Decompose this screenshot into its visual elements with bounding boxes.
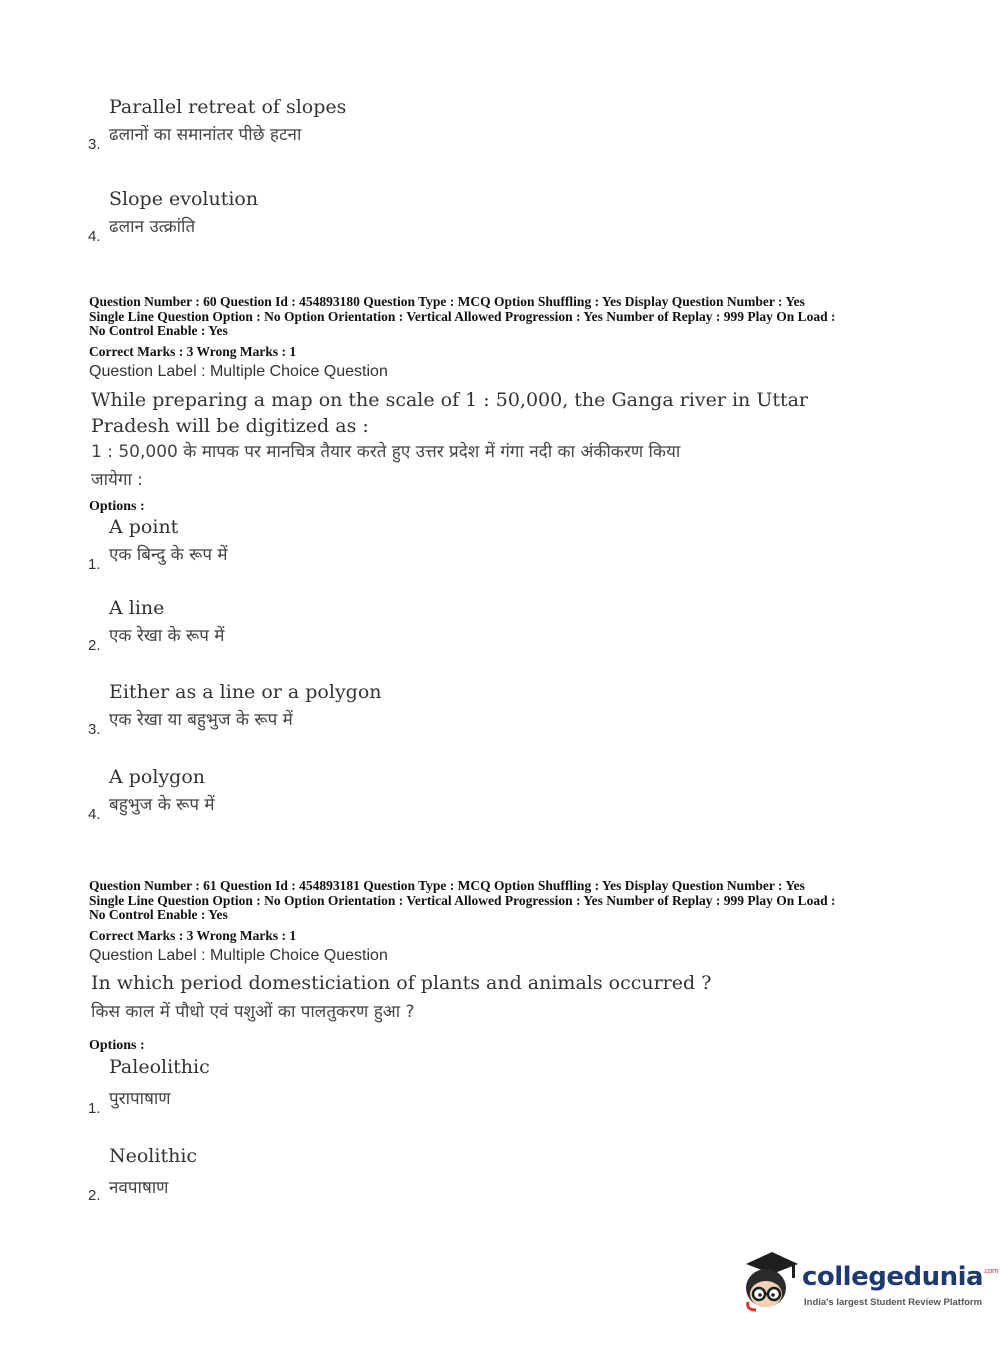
option-text-hi: नवपाषाण: [109, 1178, 169, 1198]
option-text-hi: बहुभुज के रूप में: [109, 795, 215, 815]
option-text-en: Parallel retreat of slopes: [109, 96, 347, 118]
question-text-line: 1 : 50,000 के मापक पर मानचित्र तैयार करते हुए उत्तर प्रदेश में गंगा नदी का अंकीकरण किया: [91, 442, 681, 462]
option-number: 1.: [88, 556, 101, 573]
option-text-en: A line: [109, 597, 165, 619]
question-61-meta: [89, 879, 919, 923]
collegedunia-logo: [742, 1250, 999, 1320]
student-mascot-icon: [742, 1250, 800, 1312]
question-60-label: Question Label : Multiple Choice Question: [89, 363, 388, 380]
option-number: 4.: [88, 806, 101, 823]
meta-line: No Control Enable : Yes: [89, 907, 228, 922]
option-text-hi: ढलानों का समानांतर पीछे हटना: [109, 125, 302, 145]
option-number: 3.: [88, 721, 101, 738]
meta-line: Question Number : 60 Question Id : 454893180 Question Type : MCQ Option Shuffling : Yes Display Question Number : Yes: [89, 294, 805, 309]
option-number: 3.: [88, 136, 101, 153]
question-text-line: While preparing a map on the scale of 1 : 50,000, the Ganga river in Uttar: [91, 389, 809, 411]
question-60-meta: [89, 295, 919, 339]
question-60-options-label: Options :: [89, 499, 145, 514]
logo-wordmark: [802, 1262, 998, 1292]
question-60-text-hi: [91, 438, 811, 494]
logo-suffix: .com: [983, 1267, 999, 1275]
option-text-en: Either as a line or a polygon: [109, 681, 382, 703]
question-61-label: Question Label : Multiple Choice Question: [89, 947, 388, 964]
question-60-text-en: [91, 387, 811, 439]
question-60-marks: Correct Marks : 3 Wrong Marks : 1: [89, 344, 297, 359]
option-text-en: Slope evolution: [109, 188, 259, 210]
question-61-text-en: In which period domesticiation of plants and animals occurred ?: [91, 972, 712, 994]
option-text-hi: एक रेखा या बहुभुज के रूप में: [109, 710, 293, 730]
logo-tagline: India's largest Student Review Platform: [804, 1297, 983, 1308]
option-text-en: A polygon: [109, 766, 206, 788]
option-text-en: Paleolithic: [109, 1056, 210, 1078]
logo-wordmark-text: collegedunia: [802, 1262, 984, 1292]
question-text-line: Pradesh will be digitized as :: [91, 415, 369, 437]
question-61-marks: Correct Marks : 3 Wrong Marks : 1: [89, 928, 297, 943]
question-text-line: जायेगा :: [91, 470, 143, 490]
meta-line: No Control Enable : Yes: [89, 323, 228, 338]
meta-line: Single Line Question Option : No Option Orientation : Vertical Allowed Progression : Yes Number of Replay : 999 Play On Load :: [89, 308, 836, 324]
option-text-en: Neolithic: [109, 1145, 198, 1167]
option-number: 2.: [88, 637, 101, 654]
option-number: 1.: [88, 1100, 101, 1117]
option-text-hi: एक बिन्दु के रूप में: [109, 545, 228, 565]
option-number: 2.: [88, 1187, 101, 1204]
meta-line: Question Number : 61 Question Id : 454893181 Question Type : MCQ Option Shuffling : Yes Display Question Number : Yes: [89, 878, 805, 893]
question-61-options-label: Options :: [89, 1038, 145, 1053]
option-text-en: A point: [109, 516, 179, 538]
option-text-hi: ढलान उत्क्रांति: [109, 217, 196, 237]
option-text-hi: पुरापाषाण: [109, 1089, 171, 1109]
option-text-hi: एक रेखा के रूप में: [109, 626, 225, 646]
question-61-text-hi: किस काल में पौधो एवं पशुओं का पालतुकरण हुआ ?: [91, 1002, 415, 1022]
option-number: 4.: [88, 228, 101, 245]
meta-line: Single Line Question Option : No Option Orientation : Vertical Allowed Progression : Yes Number of Replay : 999 Play On Load :: [89, 892, 836, 908]
